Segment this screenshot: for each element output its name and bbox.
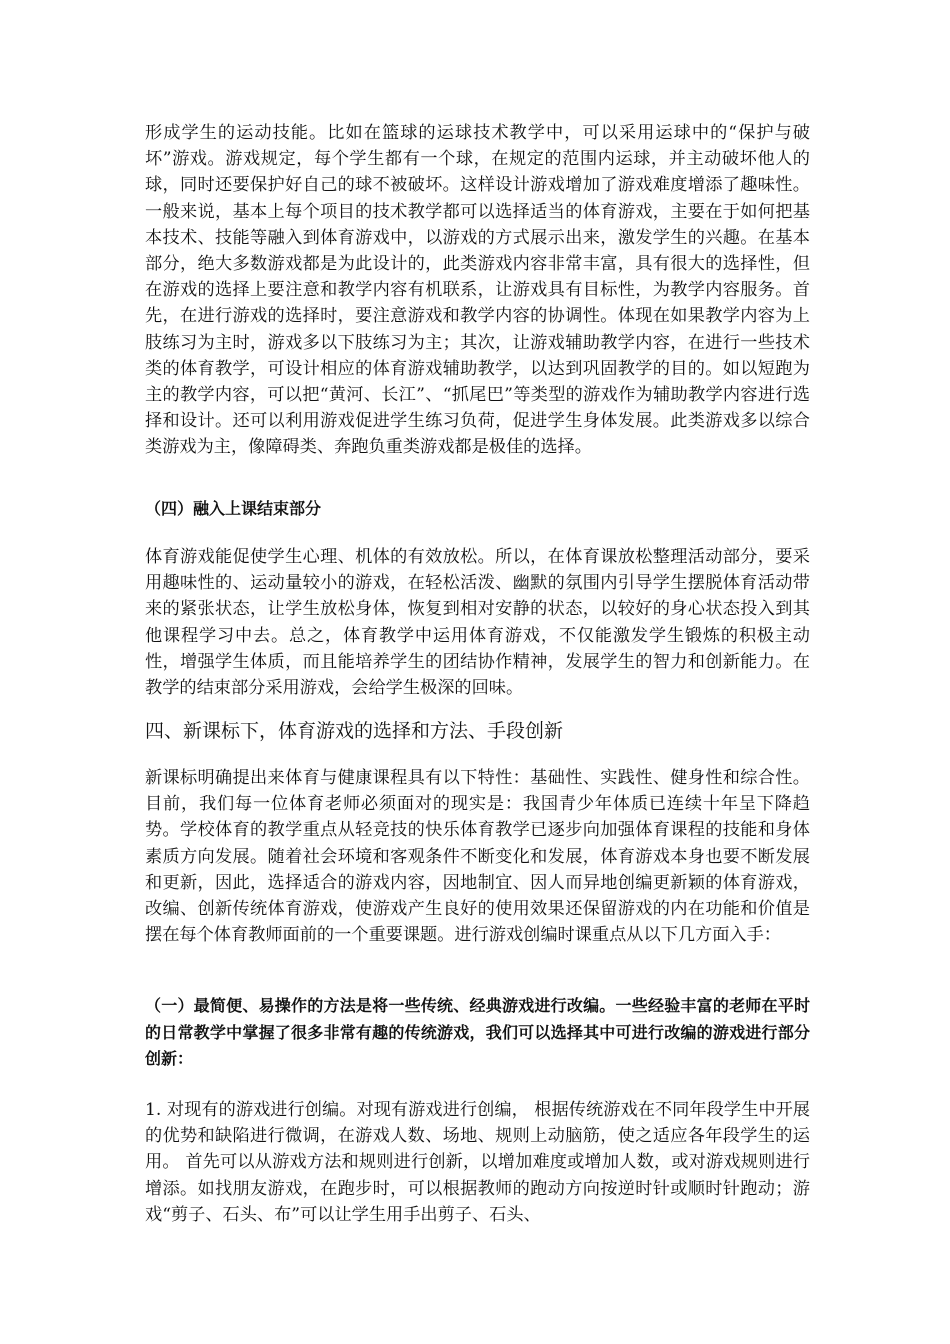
paragraph-item-one: 1. 对现有的游戏进行创编。对现有游戏进行创编， 根据传统游戏在不同年段学生中开展的优势和缺陷进行微调，在游戏人数、场地、规则上动脑筋，使之适应各年段学生的运用。 首先可以从游戏方法和规则进行创新，以增加难度或增加人数，或对游戏规则进行增添。如找朋友游戏，在跑步时，可以根据教师的跑动方向按逆时针或顺时针跑动；游戏“剪子、石头、布”可以让学生用手出剪子、石头、 [145, 1100, 810, 1225]
paragraph-relaxation: 体育游戏能促使学生心理、机体的有效放松。所以，在体育课放松整理活动部分，要采用趣味性的、运动量较小的游戏，在轻松活泼、幽默的氛围内引导学生摆脱体育活动带来的紧张状态，让学生放松身体，恢复到相对安静的状态，以较好的身心状态投入到其他课程学习中去。总之，体育教学中运用体育游戏，不仅能激发学生锻炼的积极主动性，增强学生体质，而且能培养学生的团结协作精神，发展学生的智力和创新能力。在教学的结束部分采用游戏，会给学生极深的回味。 [145, 547, 810, 699]
heading-end-of-class: （四）融入上课结束部分 [145, 499, 322, 518]
paragraph-new-curriculum: 新课标明确提出来体育与健康课程具有以下特性：基础性、实践性、健身性和综合性。目前，我们每一位体育老师必须面对的现实是：我国青少年体质已连续十年呈下降趋势。学校体育的教学重点从轻竞技的快乐体育教学已逐步向加强体育课程的技能和身体素质方向发展。随着社会环境和客观条件不断变化和发展，体育游戏本身也要不断发展和更新，因此，选择适合的游戏内容，因地制宜、因人而异地创编更新颖的体育游戏，改编、创新传统体育游戏，使游戏产生良好的使用效果还保留游戏的内在功能和价值是摆在每个体育教师面前的一个重要课题。进行游戏创编时课重点从以下几方面入手： [145, 768, 810, 946]
paragraph-bold-method-one: （一）最简便、易操作的方法是将一些传统、经典游戏进行改编。一些经验丰富的老师在平时的日常教学中掌握了很多非常有趣的传统游戏，我们可以选择其中可进行改编的游戏进行部分创新： [145, 996, 810, 1068]
heading-section-four: 四、新课标下，体育游戏的选择和方法、手段创新 [145, 720, 564, 742]
paragraph-basketball-games: 形成学生的运动技能。比如在篮球的运球技术教学中，可以采用运球中的“保护与破坏”游戏。游戏规定，每个学生都有一个球，在规定的范围内运球，并主动破坏他人的球，同时还要保护好自己的球不被破坏。这样设计游戏增加了游戏难度增添了趣味性。一般来说，基本上每个项目的技术教学都可以选择适当的体育游戏，主要在于如何把基本技术、技能等融入到体育游戏中，以游戏的方式展示出来，激发学生的兴趣。在基本部分，绝大多数游戏都是为此设计的，此类游戏内容非常丰富，具有很大的选择性，但在游戏的选择上要注意和教学内容有机联系，让游戏具有目标性，为教学内容服务。首先，在进行游戏的选择时，要注意游戏和教学内容的协调性。体现在如果教学内容为上肢练习为主时，游戏多以下肢练习为主；其次，让游戏辅助教学内容，在进行一些技术类的体育教学，可设计相应的体育游戏辅助教学，以达到巩固教学的目的。如以短跑为主的教学内容，可以把“黄河、长江”、“抓尾巴”等类型的游戏作为辅助教学内容进行选择和设计。还可以利用游戏促进学生练习负荷，促进学生身体发展。此类游戏多以综合类游戏为主，像障碍类、奔跑负重类游戏都是极佳的选择。 [145, 123, 810, 458]
